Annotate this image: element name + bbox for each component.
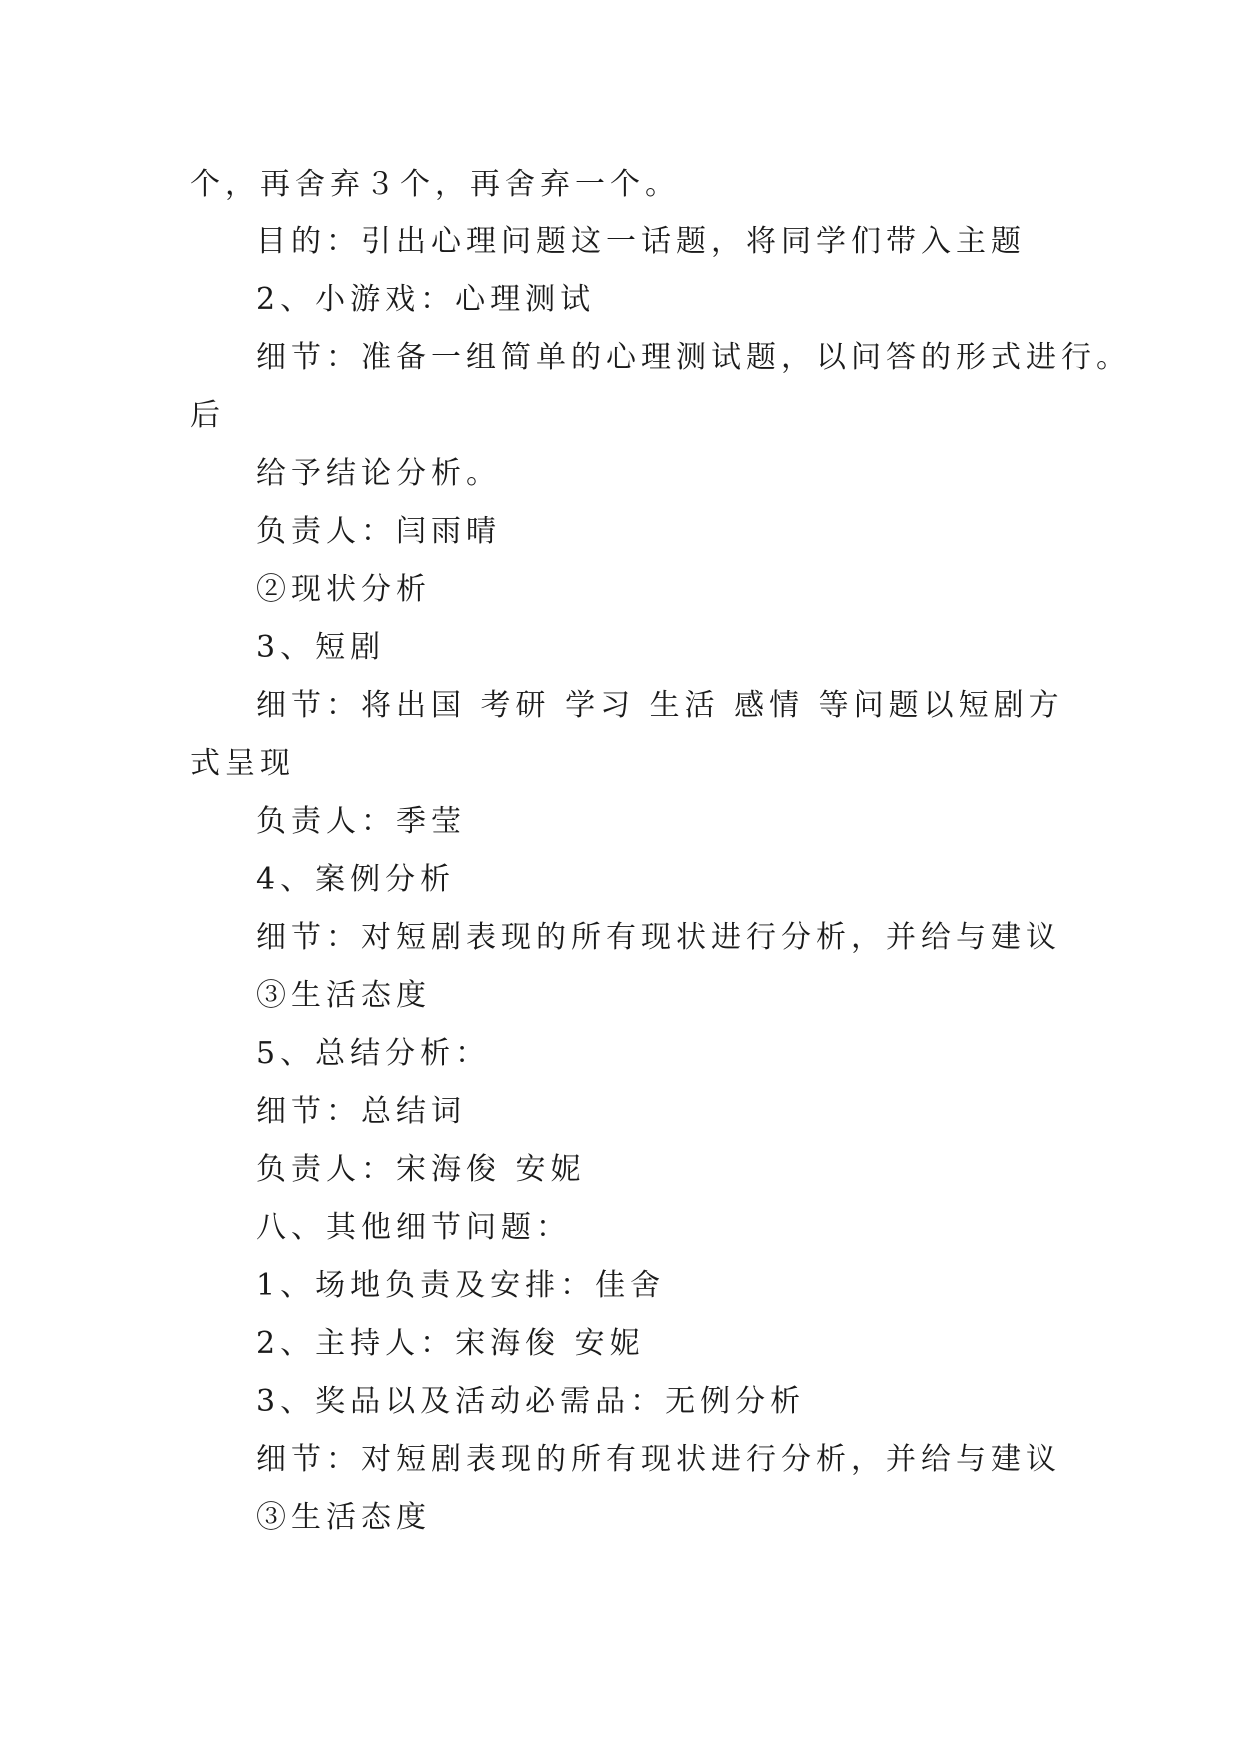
text-line: 细节：对短剧表现的所有现状进行分析，并给与建议 [256, 1442, 1061, 1477]
text-line: 细节：准备一组简单的心理测试题，以问答的形式进行。 [256, 340, 1131, 375]
text-line: 1、场地负责及安排：佳舍 [256, 1268, 666, 1303]
text-line: 3、短剧 [256, 630, 386, 665]
text-line: 给予结论分析。 [256, 456, 501, 491]
text-line: 细节：对短剧表现的所有现状进行分析，并给与建议 [256, 920, 1061, 955]
text-line: 负责人：宋海俊 安妮 [256, 1152, 586, 1187]
text-line: ③生活态度 [256, 978, 431, 1013]
text-line: 2、主持人：宋海俊 安妮 [256, 1326, 645, 1361]
text-line: 八、其他细节问题： [256, 1210, 571, 1245]
text-line: 5、总结分析： [256, 1036, 491, 1071]
text-line: 细节：总结词 [256, 1094, 466, 1129]
text-line: 4、案例分析 [256, 862, 456, 897]
text-line: 后 [190, 398, 225, 433]
text-line: 3、奖品以及活动必需品：无例分析 [256, 1384, 806, 1419]
text-line: 细节：将出国 考研 学习 生活 感情 等问题以短剧方 [256, 688, 1064, 723]
text-line: 负责人：闫雨晴 [256, 514, 501, 549]
text-line: 目的：引出心理问题这一话题，将同学们带入主题 [256, 224, 1026, 259]
text-line: 2、小游戏：心理测试 [256, 282, 596, 317]
text-line: ②现状分析 [256, 572, 431, 607]
text-line: ③生活态度 [256, 1500, 431, 1535]
text-line: 负责人：季莹 [256, 804, 466, 839]
text-line: 式呈现 [190, 746, 295, 781]
text-line: 个，再舍弃３个，再舍弃一个。 [190, 167, 680, 202]
